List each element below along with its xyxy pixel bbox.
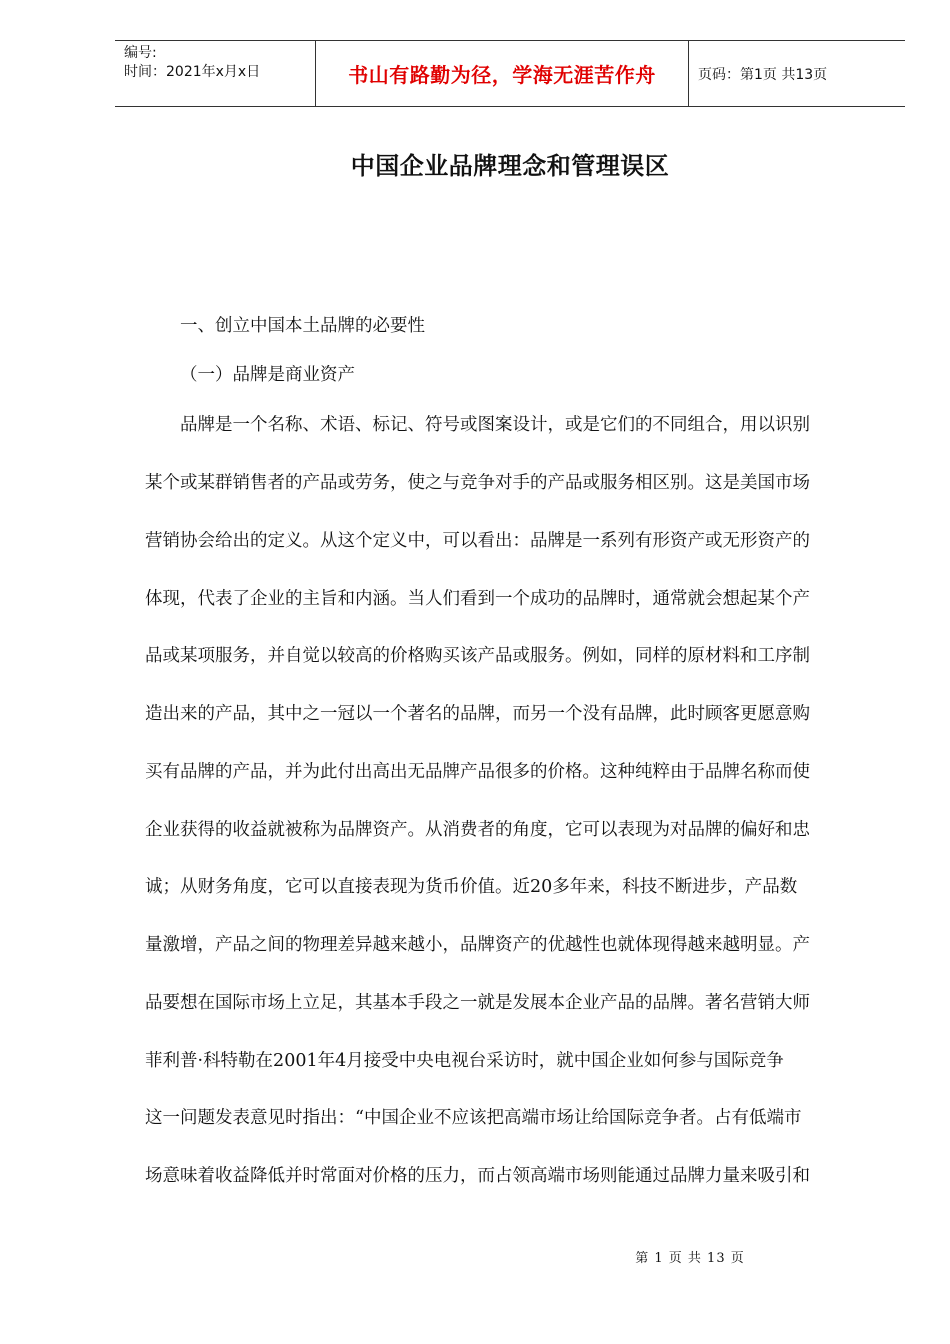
body-line: 企业获得的收益就被称为品牌资产。从消费者的角度，它可以表现为对品牌的偏好和忠 [145, 820, 810, 840]
document-header [115, 40, 905, 107]
body-line: 造出来的产品，其中之一冠以一个著名的品牌，而另一个没有品牌，此时顾客更愿意购 [145, 704, 810, 724]
body-line: 这一问题发表意见时指出：“中国企业不应该把高端市场让给国际竞争者。占有低端市 [145, 1108, 802, 1128]
body-line: 诚；从财务角度，它可以直接表现为货币价值。近20多年来，科技不断进步，产品数 [145, 877, 798, 897]
body-line: 品牌是一个名称、术语、标记、符号或图案设计，或是它们的不同组合，用以识别 [180, 415, 810, 435]
body-line: 体现，代表了企业的主旨和内涵。当人们看到一个成功的品牌时，通常就会想起某个产 [145, 589, 810, 609]
header-meta [115, 41, 316, 106]
body-line: 场意味着收益降低并时常面对价格的压力，而占领高端市场则能通过品牌力量来吸引和 [145, 1166, 810, 1186]
body-line: 品要想在国际市场上立足，其基本手段之一就是发展本企业产品的品牌。著名营销大师 [145, 993, 810, 1013]
header-motto: 书山有路勤为径，学海无涯苦作舟 [316, 41, 689, 106]
number-label: 编号: [124, 45, 157, 61]
body-line: 菲利普·科特勒在2001年4月接受中央电视台采访时，就中国企业如何参与国际竞争 [145, 1051, 784, 1071]
body-line: 量激增，产品之间的物理差异越来越小，品牌资产的优越性也就体现得越来越明显。产 [145, 935, 810, 955]
document-title: 中国企业品牌理念和管理误区 [350, 151, 670, 180]
time-label: 时间：2021年x月x日 [124, 64, 261, 80]
subsection-heading: （一）品牌是商业资产 [180, 365, 355, 385]
page-footer: 第 1 页 共 13 页 [635, 1251, 745, 1266]
body-line: 品或某项服务，并自觉以较高的价格购买该产品或服务。例如，同样的原材料和工序制 [145, 646, 810, 666]
header-page-info: 页码：第1页 共13页 [698, 66, 828, 83]
body-line: 买有品牌的产品，并为此付出高出无品牌产品很多的价格。这种纯粹由于品牌名称而使 [145, 762, 810, 782]
body-line: 营销协会给出的定义。从这个定义中，可以看出：品牌是一系列有形资产或无形资产的 [145, 531, 810, 551]
body-line: 某个或某群销售者的产品或劳务，使之与竞争对手的产品或服务相区别。这是美国市场 [145, 473, 810, 493]
section-heading: 一、创立中国本土品牌的必要性 [180, 316, 425, 336]
